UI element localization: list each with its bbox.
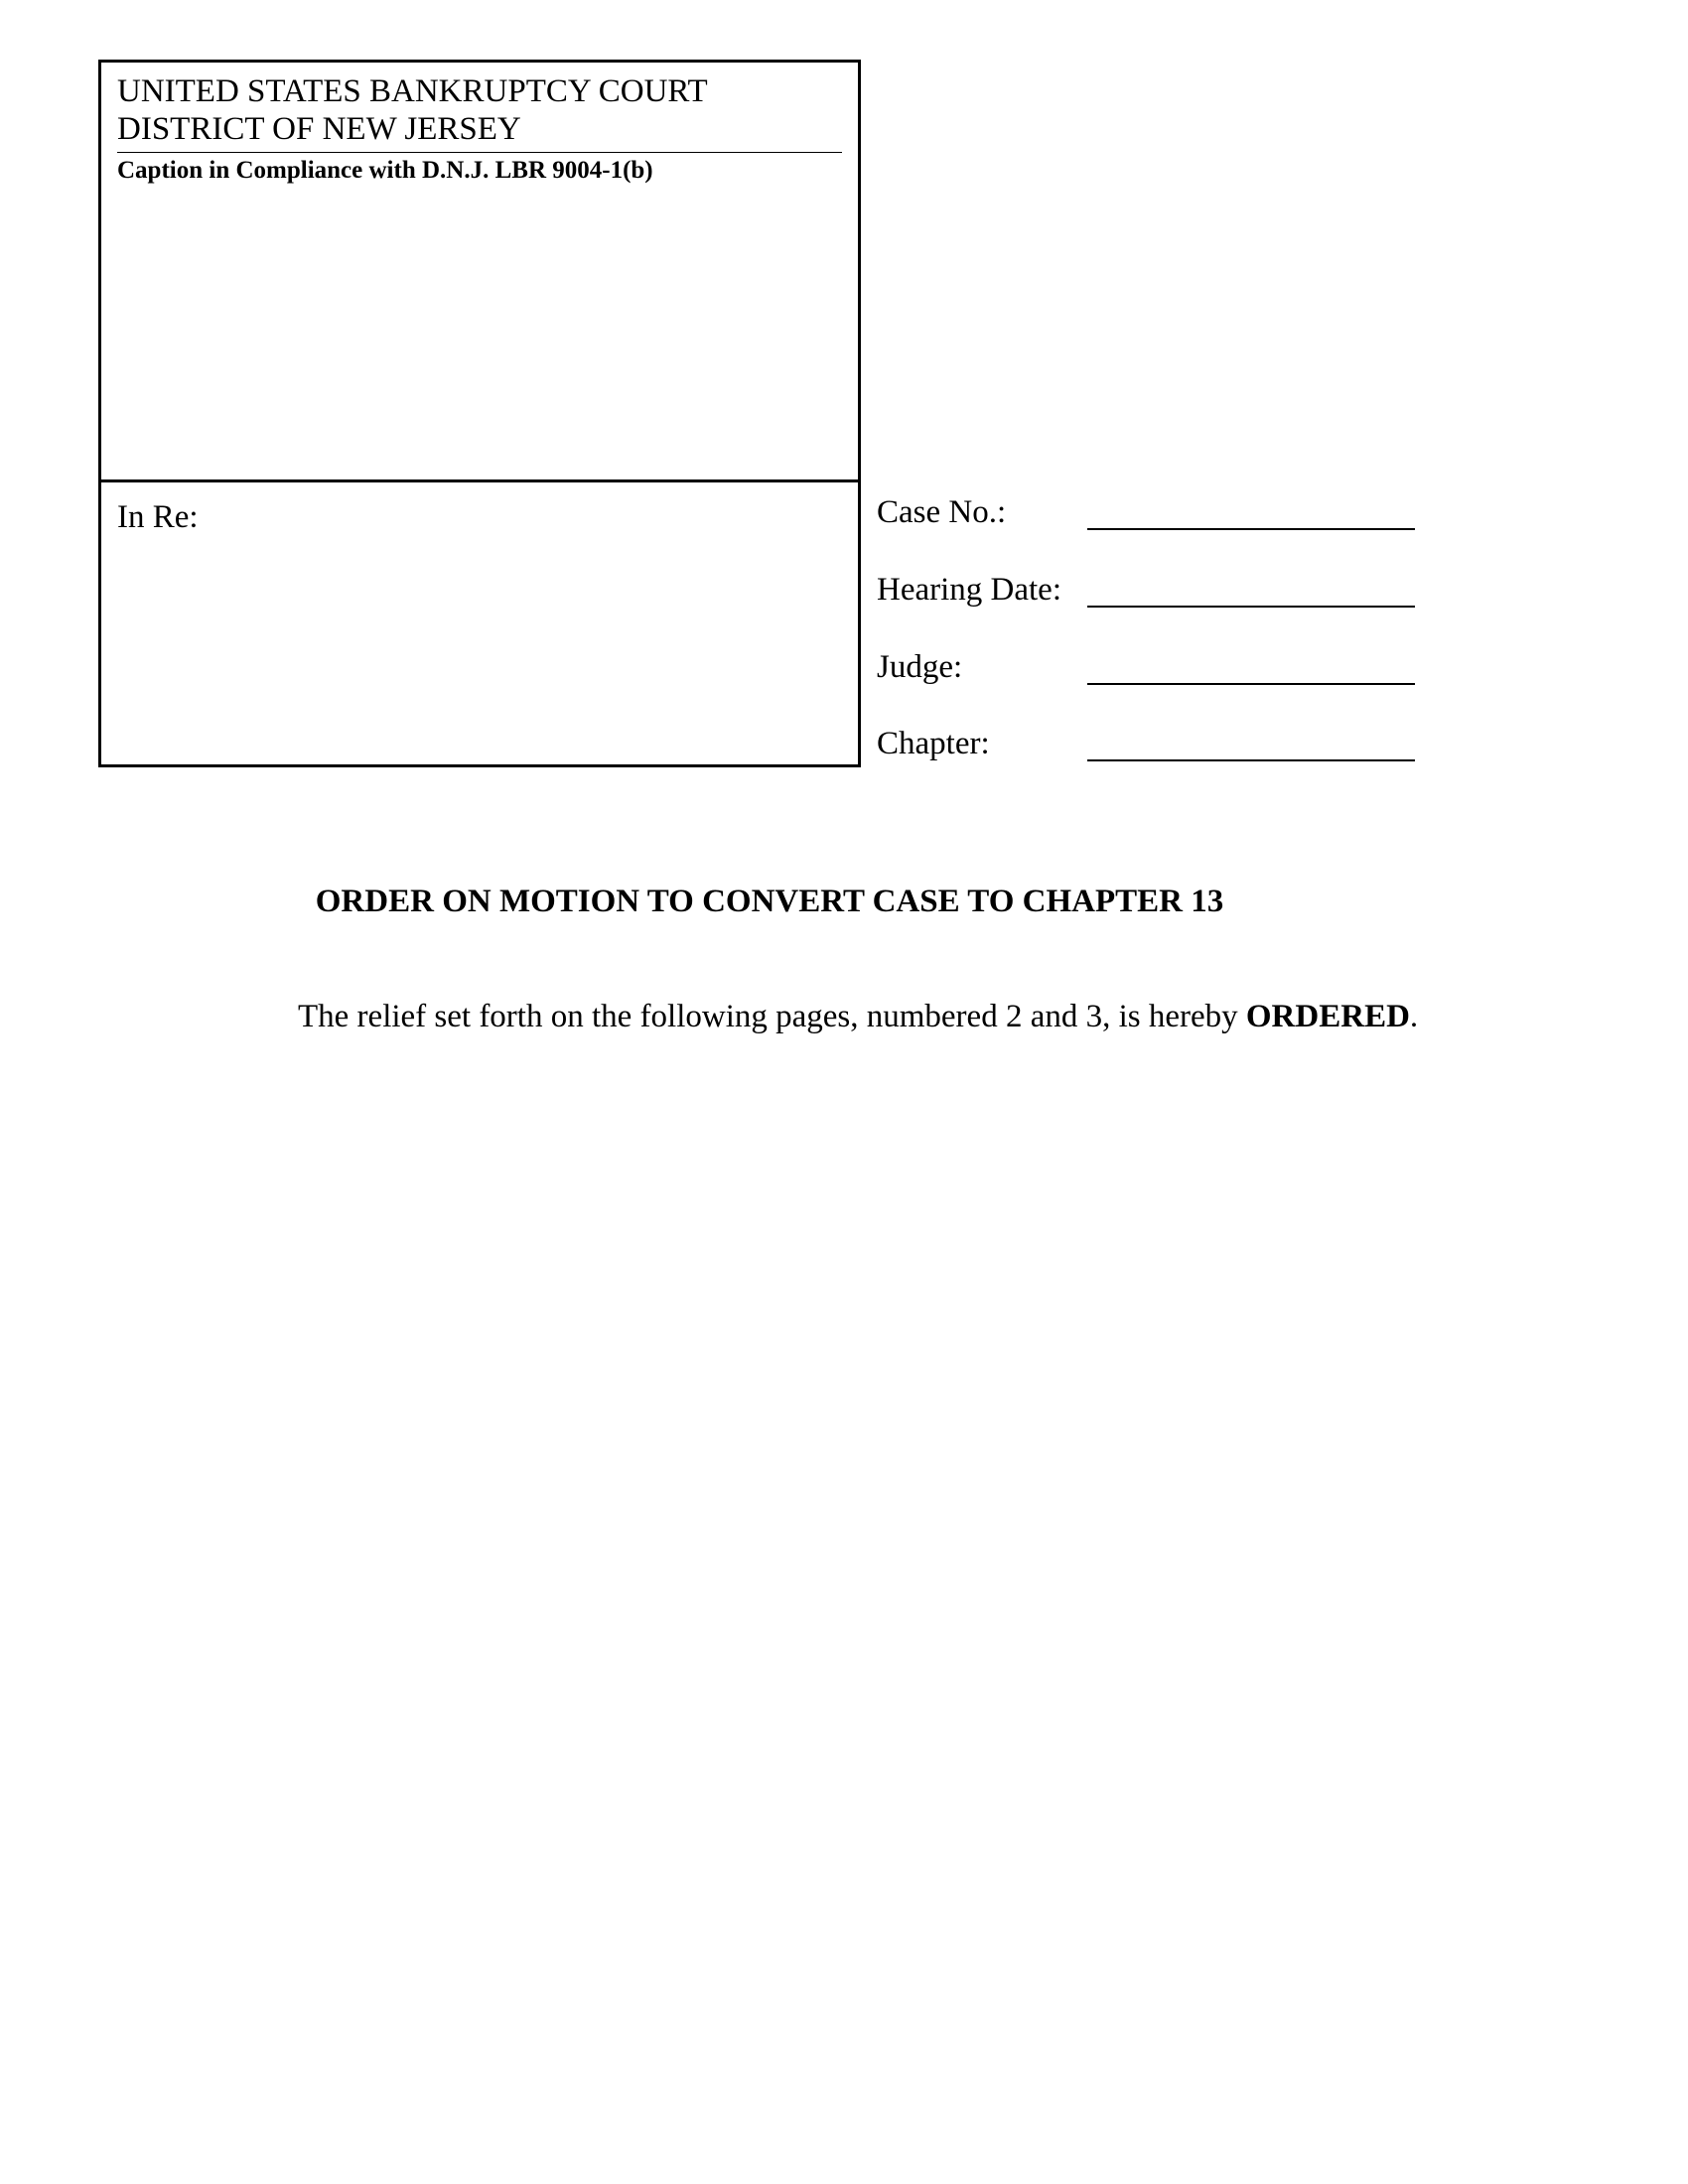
compliance-note: Caption in Compliance with D.N.J. LBR 9004-1(b) bbox=[117, 157, 653, 184]
caption-divider bbox=[101, 479, 858, 482]
body-end: . bbox=[1409, 999, 1419, 1034]
in-re-label: In Re: bbox=[117, 499, 199, 535]
order-body bbox=[298, 999, 1418, 1035]
body-text: The relief set forth on the following pages, numbered 2 and 3, is hereby bbox=[298, 999, 1246, 1034]
caption-box bbox=[98, 60, 861, 767]
order-title: ORDER ON MOTION TO CONVERT CASE TO CHAPTER 13 bbox=[315, 884, 1224, 919]
court-name: UNITED STATES BANKRUPTCY COURT bbox=[117, 73, 708, 109]
case-no-field[interactable] bbox=[1087, 528, 1415, 530]
ordered-bold: ORDERED bbox=[1245, 999, 1410, 1034]
hearing-date-label: Hearing Date: bbox=[877, 572, 1061, 608]
judge-label: Judge: bbox=[877, 649, 963, 685]
caption-rule bbox=[117, 152, 842, 153]
chapter-label: Chapter: bbox=[877, 726, 990, 761]
district-name: DISTRICT OF NEW JERSEY bbox=[117, 111, 521, 147]
case-no-label: Case No.: bbox=[877, 494, 1007, 530]
hearing-date-field[interactable] bbox=[1087, 606, 1415, 608]
chapter-field[interactable] bbox=[1087, 759, 1415, 761]
judge-field[interactable] bbox=[1087, 683, 1415, 685]
